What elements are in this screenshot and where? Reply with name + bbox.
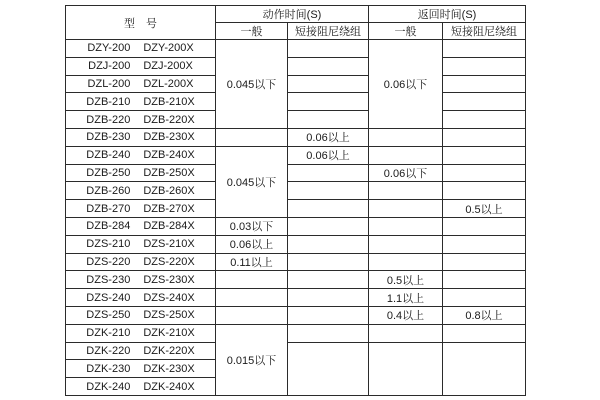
return-damping-cell [443, 146, 526, 164]
action-damping-cell: 0.06以上 [288, 146, 369, 164]
model-cell [66, 306, 216, 324]
return-damping-cell: 0.8以上 [443, 306, 526, 324]
return-damping-cell [443, 164, 526, 182]
return-damping-cell: 0.5以上 [443, 200, 526, 218]
model-name-x: DZS-210X [143, 238, 195, 251]
model-name-x: DZK-240X [143, 380, 195, 393]
return-damping-cell [443, 235, 526, 253]
return-general-cell [369, 235, 443, 253]
table-row [66, 253, 526, 271]
action-damping-cell [288, 57, 369, 75]
model-name: DZB-284 [86, 220, 131, 233]
action-damping-cell [288, 40, 369, 58]
table-row [66, 217, 526, 235]
model-name-x: DZY-200X [143, 42, 194, 55]
model-name-x: DZL-200X [143, 77, 194, 90]
action-damping-cell [288, 271, 369, 289]
header-return-damping: 短接阻尼绕组 [443, 23, 526, 40]
relay-timing-spec-table [65, 5, 526, 396]
header-action-time: 动作时间(S) [216, 6, 369, 23]
action-damping-cell [288, 217, 369, 235]
model-name-x: DZB-240X [143, 149, 195, 162]
table-row [66, 324, 526, 342]
action-general-cell: 0.03以下 [216, 217, 288, 235]
model-name-x: DZK-220X [143, 344, 195, 357]
return-general-cell [369, 200, 443, 218]
action-general-cell [216, 289, 288, 307]
model-cell [66, 164, 216, 182]
model-cell [66, 253, 216, 271]
action-damping-cell [288, 182, 369, 200]
model-name: DZJ-200 [88, 60, 131, 73]
table-row [66, 146, 526, 164]
return-damping-cell [443, 289, 526, 307]
model-cell [66, 75, 216, 93]
model-cell [66, 111, 216, 129]
action-damping-cell: 0.06以上 [288, 128, 369, 146]
table-row [66, 235, 526, 253]
model-name-x: DZB-270X [143, 202, 195, 215]
model-name: DZL-200 [87, 77, 131, 90]
model-name: DZK-210 [86, 327, 131, 340]
return-general-cell [369, 182, 443, 200]
header-model: 型 号 [66, 6, 216, 40]
model-cell [66, 146, 216, 164]
action-general-cell [216, 271, 288, 289]
return-damping-cell [443, 271, 526, 289]
table-row [66, 93, 526, 111]
model-cell [66, 378, 216, 396]
model-cell [66, 93, 216, 111]
model-cell [66, 360, 216, 378]
return-general-cell [369, 217, 443, 235]
return-general-cell: 0.06以下 [369, 40, 443, 129]
return-general-cell [369, 253, 443, 271]
return-damping-cell [443, 342, 526, 395]
action-damping-cell [288, 342, 369, 395]
model-name-x: DZB-220X [143, 113, 195, 126]
model-name-x: DZB-230X [143, 131, 195, 144]
action-damping-cell [288, 93, 369, 111]
model-name: DZS-230 [86, 273, 131, 286]
table-row [66, 289, 526, 307]
model-name: DZS-250 [86, 309, 131, 322]
model-name-x: DZB-210X [143, 95, 195, 108]
model-cell [66, 217, 216, 235]
table-row [66, 271, 526, 289]
return-damping-cell [443, 40, 526, 58]
return-damping-cell [443, 253, 526, 271]
model-name-x: DZB-260X [143, 184, 195, 197]
action-damping-cell [288, 253, 369, 271]
header-action-general: 一般 [216, 23, 288, 40]
model-name: DZY-200 [87, 42, 131, 55]
model-cell [66, 289, 216, 307]
model-cell [66, 128, 216, 146]
return-damping-cell [443, 182, 526, 200]
table-row [66, 164, 526, 182]
return-general-cell: 0.4以上 [369, 306, 443, 324]
return-general-cell [369, 342, 443, 395]
action-damping-cell [288, 324, 369, 342]
model-cell [66, 40, 216, 58]
model-name: DZS-210 [86, 238, 131, 251]
action-general-cell: 0.015以下 [216, 324, 288, 395]
return-general-cell [369, 324, 443, 342]
return-damping-cell [443, 75, 526, 93]
action-damping-cell [288, 306, 369, 324]
model-cell [66, 342, 216, 360]
return-general-cell [369, 128, 443, 146]
table-row [66, 57, 526, 75]
action-damping-cell [288, 164, 369, 182]
model-name: DZB-270 [86, 202, 131, 215]
table-row [66, 111, 526, 129]
table-row [66, 182, 526, 200]
return-damping-cell [443, 128, 526, 146]
action-general-cell: 0.045以下 [216, 146, 288, 217]
model-name-x: DZS-240X [143, 291, 195, 304]
action-general-cell [216, 128, 288, 146]
return-damping-cell [443, 93, 526, 111]
action-general-cell: 0.045以下 [216, 40, 288, 129]
header-row-1 [66, 6, 526, 23]
model-name-x: DZB-250X [143, 166, 195, 179]
model-name: DZS-220 [86, 255, 131, 268]
table-row [66, 128, 526, 146]
return-damping-cell [443, 324, 526, 342]
model-name-x: DZB-284X [143, 220, 195, 233]
action-damping-cell [288, 289, 369, 307]
table-row [66, 342, 526, 360]
action-damping-cell [288, 111, 369, 129]
action-general-cell [216, 306, 288, 324]
model-cell [66, 271, 216, 289]
action-general-cell: 0.11以上 [216, 253, 288, 271]
return-damping-cell [443, 111, 526, 129]
model-name-x: DZS-230X [143, 273, 195, 286]
return-general-cell [369, 146, 443, 164]
action-damping-cell [288, 75, 369, 93]
table-row [66, 75, 526, 93]
model-name-x: DZJ-200X [143, 60, 193, 73]
model-name-x: DZS-220X [143, 255, 195, 268]
table-row [66, 40, 526, 58]
return-general-cell: 0.06以下 [369, 164, 443, 182]
model-cell [66, 57, 216, 75]
model-name: DZS-240 [86, 291, 131, 304]
header-action-damping: 短接阻尼绕组 [288, 23, 369, 40]
action-damping-cell [288, 200, 369, 218]
action-general-cell: 0.06以上 [216, 235, 288, 253]
model-name: DZB-250 [86, 166, 131, 179]
model-name: DZB-220 [86, 113, 131, 126]
return-general-cell: 1.1以上 [369, 289, 443, 307]
model-name-x: DZK-210X [143, 327, 195, 340]
return-damping-cell [443, 217, 526, 235]
spec-table-container [65, 5, 526, 396]
model-name: DZB-230 [86, 131, 131, 144]
return-damping-cell [443, 57, 526, 75]
model-name: DZB-210 [86, 95, 131, 108]
model-cell [66, 235, 216, 253]
return-general-cell: 0.5以上 [369, 271, 443, 289]
table-row [66, 306, 526, 324]
model-name-x: DZS-250X [143, 309, 195, 322]
header-return-general: 一般 [369, 23, 443, 40]
model-name: DZK-240 [86, 380, 131, 393]
model-cell [66, 324, 216, 342]
model-name: DZK-220 [86, 344, 131, 357]
model-name: DZB-260 [86, 184, 131, 197]
model-name-x: DZK-230X [143, 362, 195, 375]
model-cell [66, 200, 216, 218]
model-name: DZK-230 [86, 362, 131, 375]
model-name: DZB-240 [86, 149, 131, 162]
table-row [66, 200, 526, 218]
model-cell [66, 182, 216, 200]
action-damping-cell [288, 235, 369, 253]
header-return-time: 返回时间(S) [369, 6, 526, 23]
